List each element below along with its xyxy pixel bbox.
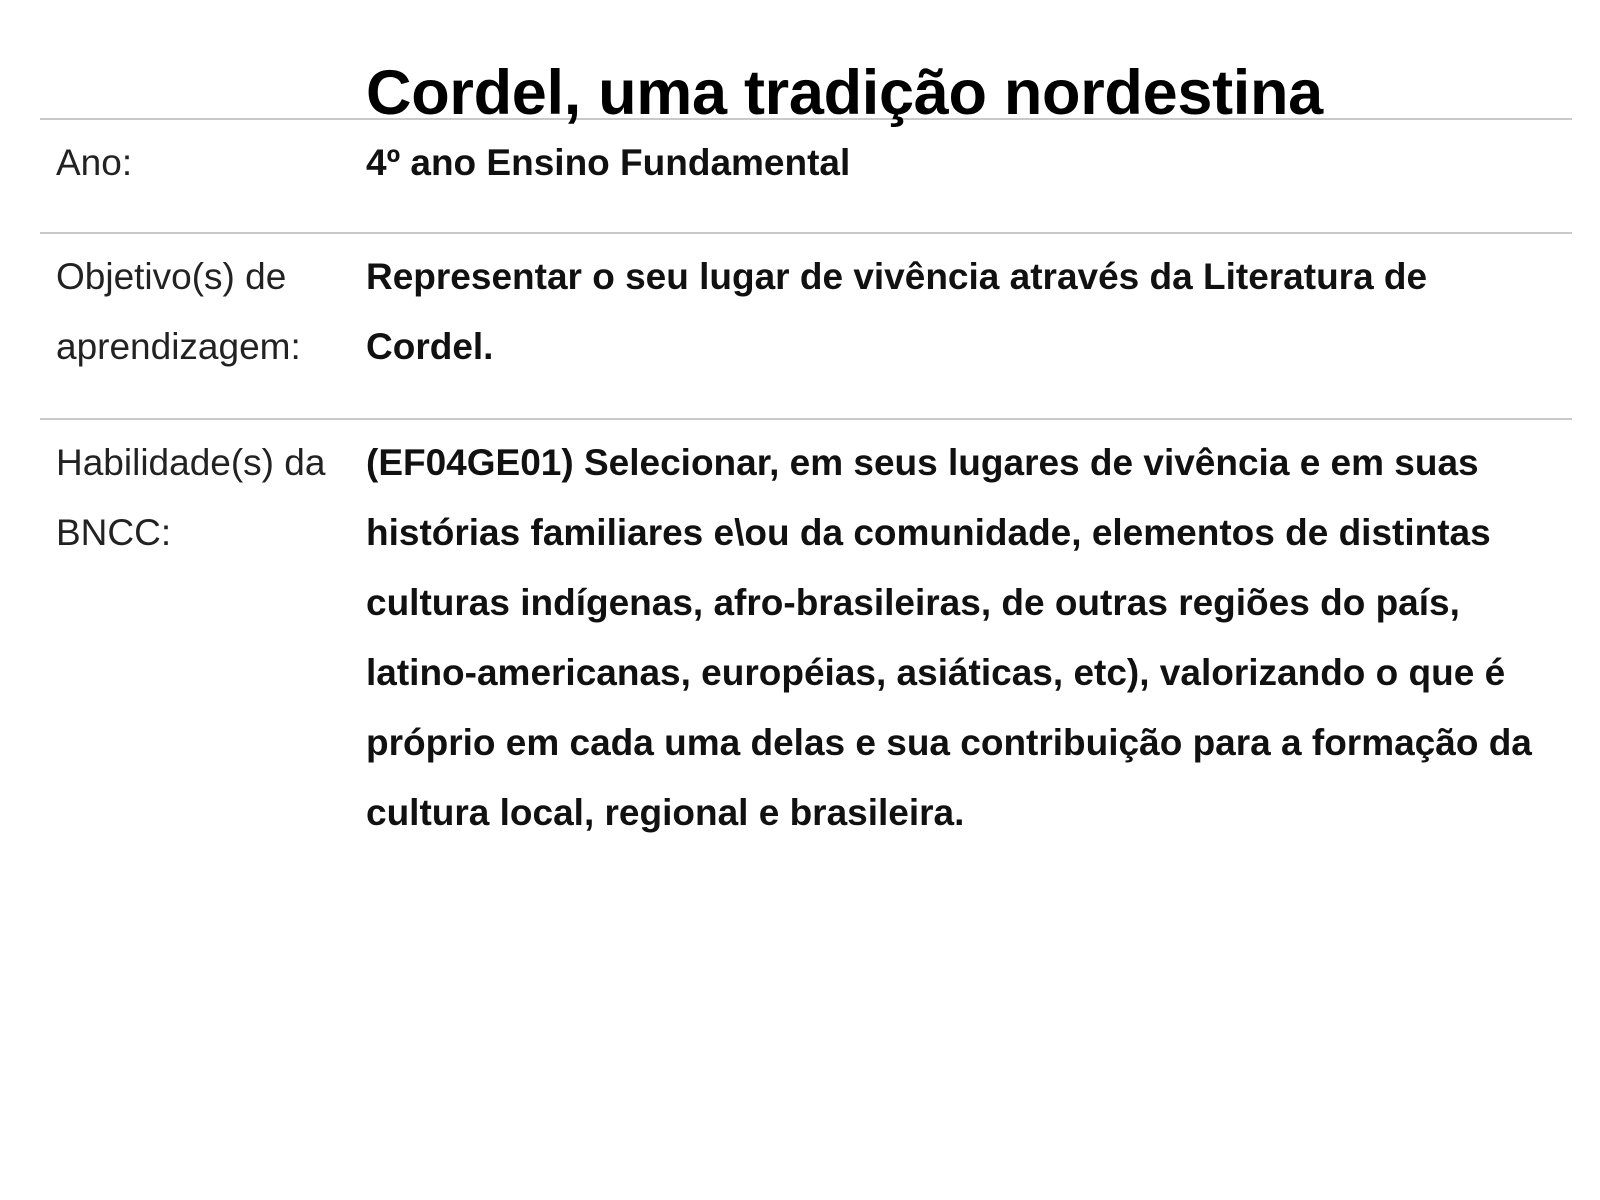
lesson-plan-card <box>40 0 1572 848</box>
row-label-objetivo: Objetivo(s) de aprendizagem: <box>56 256 301 367</box>
row-label-ano: Ano: <box>56 142 133 183</box>
row-value-ano: 4º ano Ensino Fundamental <box>366 142 851 183</box>
info-row-ano <box>40 118 1572 232</box>
page-title: Cordel, uma tradição nordestina <box>366 58 1323 128</box>
row-value-objetivo: Representar o seu lugar de vivência através da Literatura de Cordel. <box>366 256 1428 367</box>
info-row-habilidade <box>40 418 1572 848</box>
info-row-objetivo <box>40 232 1572 418</box>
row-value-habilidade: (EF04GE01) Selecionar, em seus lugares de vivência e em suas histórias familiares e\ou da comunidade, elementos de distintas culturas indígenas, afro-brasileiras, de outras regiões do país, latino-americanas, européias, asiáticas, etc), valorizando o que é próprio em cada uma delas e sua contribuição para a formação da cultura local, regional e brasileira. <box>366 442 1532 833</box>
row-label-habilidade: Habilidade(s) da BNCC: <box>56 442 326 553</box>
